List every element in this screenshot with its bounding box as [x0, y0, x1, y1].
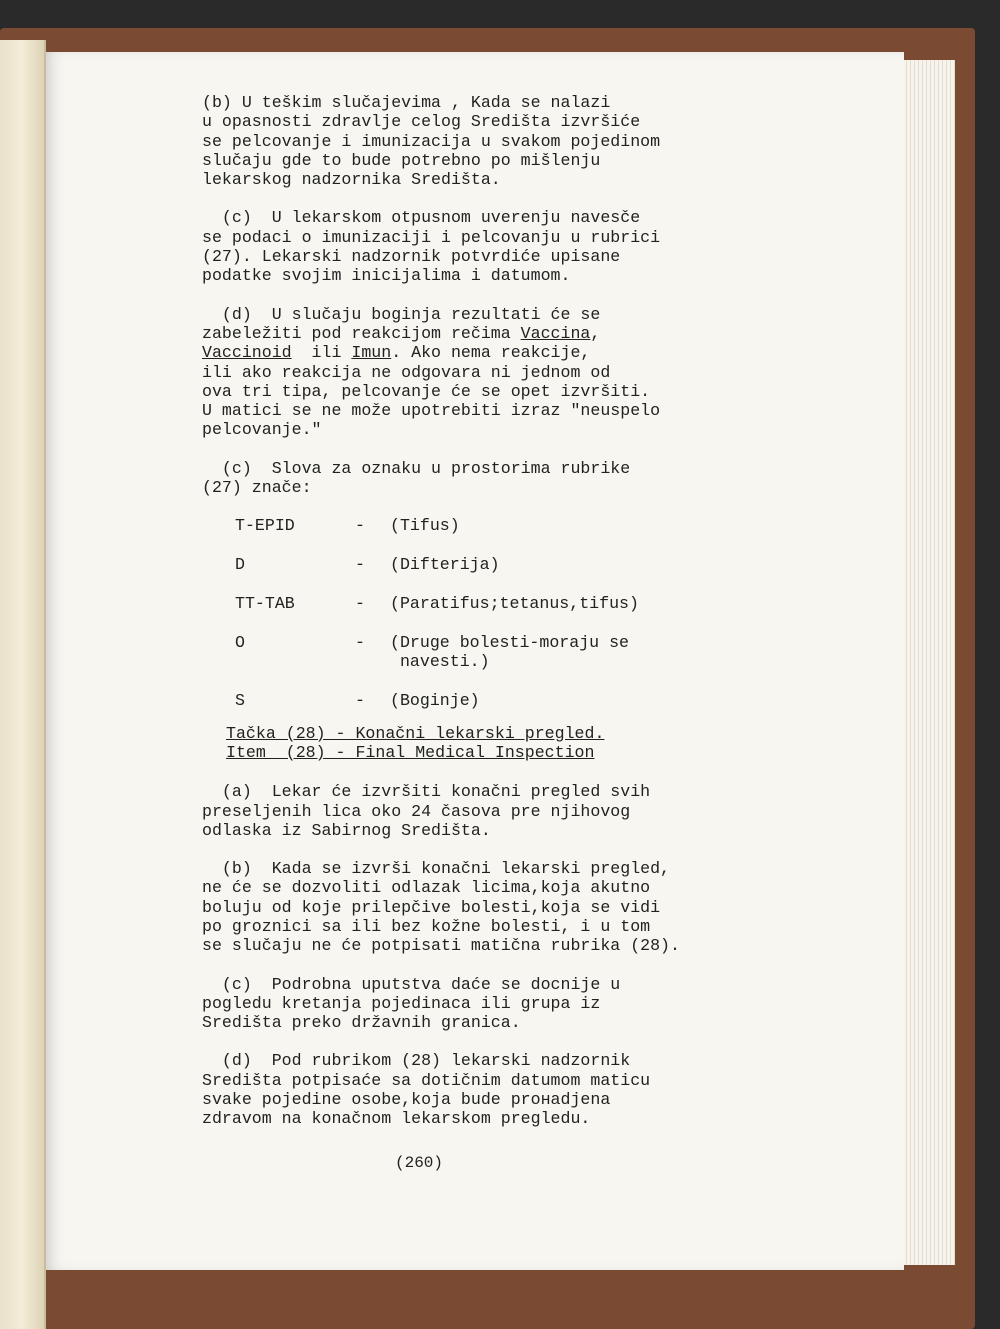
code-value: (Difterija) [390, 555, 500, 575]
code-value: (Tifus) [390, 516, 460, 536]
paragraph-d-2: (d) Pod rubrikom (28) lekarski nadzornik Središta potpisaće sa dotičnim datumom maticu svake pojedine osobe,koja bude proнadjena zdravom na konačnom lekarskom pregledu. [202, 1051, 651, 1129]
paragraph-c-1: (c) U lekarskom otpusnom uverenju navesče se podaci o imunizaciji i pelcovanju u rubrici (27). Lekarski nadzornik potvrdiće upisane podatke svojim inicijalima i datumom. [202, 208, 661, 286]
code-key: D [235, 555, 245, 575]
code-row [202, 633, 842, 672]
term-vaccina: Vaccina [520, 323, 591, 343]
code-key: T-EPID [235, 516, 295, 536]
code-row [202, 555, 842, 574]
paragraph-b: (b) U teškim slučajevima , Kada se nalazi u opasnosti zdravlje celog Središta izvršiće se pelcovanje i imunizacija u svakom pojedinom slučaju gde to bude potrebno po mišlenju lekarskog nadzornika Središta. [202, 93, 661, 190]
section-heading [202, 724, 842, 763]
code-dash: - [355, 516, 365, 536]
paragraph-c-3: (c) Podrobna uputstva daće se docnije u pogledu kretanja pojedinaca ili grupa iz Središta preko državnih granica. [202, 974, 621, 1033]
code-row [202, 691, 842, 710]
term-imun: Imun [351, 343, 392, 363]
code-key: TT-TAB [235, 593, 295, 613]
book-spine-left-page [0, 40, 46, 1329]
heading-english: Item (28) - Final Medical Inspection [226, 742, 595, 762]
code-value: (Boginje) [390, 690, 480, 710]
term-vaccinoid: Vaccinoid [202, 343, 292, 363]
code-dash: - [355, 555, 365, 575]
page-number: (260) [395, 1154, 444, 1172]
code-value: (Paratifus;tetanus,tifus) [390, 593, 639, 613]
code-dash: - [355, 593, 365, 613]
code-key: O [235, 632, 245, 652]
heading-serbian: Tačka (28) - Konačni lekarski pregled. [226, 723, 605, 743]
code-key: S [235, 690, 245, 710]
page-edges [895, 60, 955, 1265]
code-row [202, 594, 842, 613]
page-text [202, 93, 842, 1148]
paragraph-c-2: (c) Slova za oznaku u prostorima rubrike (27) znače: [202, 458, 631, 498]
code-row [202, 516, 842, 535]
code-dash: - [355, 632, 365, 652]
code-list [202, 516, 842, 710]
code-dash: - [355, 690, 365, 710]
paragraph-d-1: (d) U slučaju boginja rezultati će se zabeležiti pod reakcijom rečima Vaccina, Vaccinoid ili Imun. Ako nema reakcije, ili ako reakcija ne odgovara ni jednom od ova tri tipa, pelcovanje će se opet izvršiti. U matici se ne može upotrebiti izraz "neuspelo pelcovanje." [202, 304, 661, 440]
code-value: (Druge bolesti-moraju se navesti.) [390, 632, 629, 672]
paragraph-a-2: (a) Lekar će izvršiti konačni pregled svih preseljenih lica oko 24 časova pre njihovog odlaska iz Sabirnog Središta. [202, 782, 651, 840]
paragraph-b-2: (b) Kada se izvrši konačni lekarski pregled, ne će se dozvoliti odlazak licima,koja akutno boluju od koje prilepčive bolesti,koja se vidi po groznici sa ili bez kožne bolesti, i u tom se slučaju ne će potpisati matična rubrika (28). [202, 859, 680, 956]
